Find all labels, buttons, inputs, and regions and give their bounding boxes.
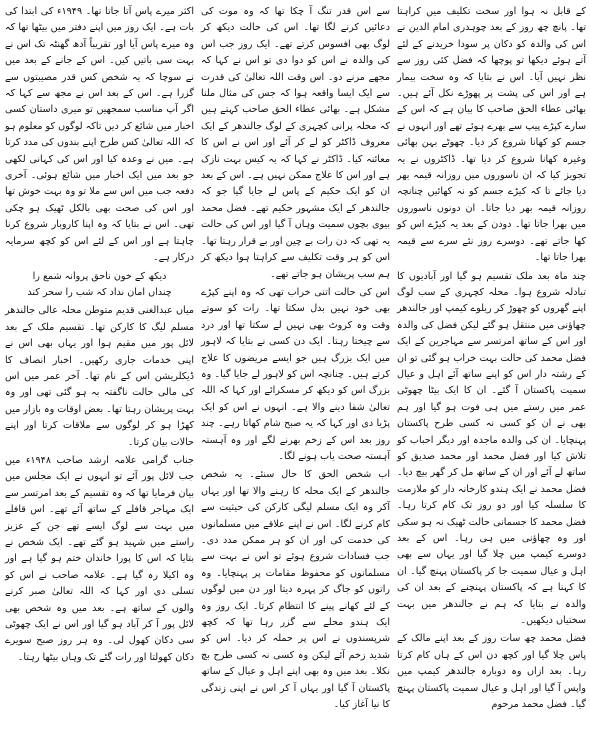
- paragraph: کے قابل نہ ہوا اور سخت تکلیف میں کراہتا تھا۔ پانچ چھ روز کے بعد چوہدری امام الدین نے اس کی والدہ کو دکان پر سودا خریدنے کے لئے آتے ہوئے دیکھا تو پوچھا کہ فضل کئی روز سے نظر نہیں آیا۔ اس نے بتایا کہ وہ سخت بیمار ہے اور اس کی پشت پر پھوڑے نکل آئے ہیں۔ بھائی عطاء الحق صاحب کا بیان ہے کہ اس کے سارے کپڑے پیپ سے بھرے ہوئے تھے اور انہوں نے جسم کو کھانا شروع کر دیا۔ چھوٹے بہن بھائی وغیرہ کھانا شروع کر دیا تھا۔ ڈاکٹروں نے یہ تجویز کیا کہ ان ناسوروں میں روزانہ قیمہ بھر دیا جائے تا کہ کیڑے جسم کو نہ کھائیں چنانچہ روزانہ قیمہ بھر دیا جاتا۔ ان دونوں ناسوروں میں بھرا جاتا تھا۔ دودن کے بعد یہ کیڑے اس کو کھا جاتے تھے۔ دوسرے روز نئے سرے سے قیمہ بھرا جاتا تھا۔: [393, 6, 586, 264]
- text-column-left: [1, 4, 194, 743]
- paragraph: سے اس قدر تنگ آ چکا تھا کہ وہ موت کی دعائیں کرنے لگا تھا۔ اس کی حالت دیکھ کر لوگ بھی افسوس کرتے تھے۔ ایک روز جب اس کی والدہ نے اس کو دوا دی تو اس نے کہا کہ مجھے مرنے دو۔ اس وقت اللہ تعالیٰ کی قدرت سے ایک ایسا واقعہ ہوا کہ جس کی مثال ملنا مشکل ہے۔ بھائی عطاء الحق صاحب کہتے ہیں کہ محلہ پرانی کچہری کے لوگ جالندھر کے ایک معروف ڈاکٹر کو لے کر آئے اور اس نے اس کا معائنہ کیا۔ ڈاکٹر نے کہا کہ یہ کیس بہت نازک ہے اور اس کا علاج ممکن نہیں ہے۔ اس کے بعد ان کو ایک حکیم کے پاس لے جایا گیا جو کہ جالندھر کے ایک مشہور حکیم تھے۔ فضل محمد بیوی بچوں سمیت وہاں آ گیا اور اس کی حالت یہ تھی کہ دن رات بے چین اور بے قرار رہتا تھا۔ اس کو ہر وقت تکلیف سے کراہتا ہوا دیکھ کر ہم سب پریشان ہو جاتے تھے۔: [197, 6, 390, 280]
- paragraph: فضل محمد چھ سات روز کے بعد اپنے مالک کے پاس چلا گیا اور کچھ دن اس کے ہاں کام کرتا رہا۔ بعد ازاں وہ دوبارہ جالندھر کیمپ میں واپس آ گیا اور اہل و عیال سمیت پاکستان پہنچ گیا۔ فضل محمد مرحوم: [393, 633, 586, 711]
- paragraph: اکثر میرے پاس آتا جاتا تھا۔ ۱۹۴۹ء کی ابتدا کی بات ہے۔ ایک روز میں اپنے دفتر میں بیٹھا تھا کہ وہ میرے پاس آیا اور تقریباً آدھ گھنٹہ تک اس نے بہت سی باتیں کیں۔ اس کے جانے کے بعد میں نے سوچا کہ یہ شخص کس قدر مصیبتوں سے گزرا ہے۔ اس کے بعد اس نے مجھ سے کہا کہ اگر آپ مناسب سمجھیں تو میری داستان کسی اخبار میں شائع کر دیں تاکہ لوگوں کو معلوم ہو کہ اللہ تعالیٰ کس طرح اپنے بندوں کی مدد کرتا ہے۔ میں نے وعدہ کیا اور اس کی کہانی لکھی جو بعد میں ایک اخبار میں شائع ہوئی۔ آخری دفعہ جب میں اس سے ملا تو وہ بہت خوش تھا اور اس کی صحت بھی بالکل ٹھیک ہو چکی تھی۔ اس نے بتایا کہ وہ اپنا کاروبار شروع کرنا چاہتا ہے اور اس کے لئے اس کو کچھ سرمایہ درکار ہے۔: [1, 6, 194, 264]
- verse-couplet: دیکھ کے خون ناحق پروانہ شمع را چنداں امان نداد کہ شب را سحر کند: [27, 270, 172, 298]
- paragraph: چند ماہ بعد ملک تقسیم ہو گیا اور آبادیوں کا تبادلہ شروع ہوا۔ محلہ کچہری کے سب لوگ اپنے گھروں کو چھوڑ کر ریلوے کیمپ اور جالندھر چھاؤنی میں منتقل ہو گئے لیکن فضل کی والدہ اور اس کے ساتھ امرتسر سے مہاجرین کے ایک فضل محمد کی حالت بہت خراب ہو گئی تو ان کے رشتہ دار اس کو اپنے ساتھ آئے اہل و عیال سمیت پاکستان آ گئے۔ ان کا ایک بیٹا چھوٹی عمر میں رستے میں ہی فوت ہو گیا اور ہم بھی نے ان کو کسی نہ کسی طرح پاکستان پہنچایا۔ ان کی والدہ ماجدہ اور دیگر احباب کو تلاش کیا اور فضل محمد اور محمد صدیق کو ساتھ لے آئے اور ان کے ساتھ مل کر گھر بیچ دیا۔ فضل محمد نے ایک ہندو کارخانہ دار کو ملازمت کا سلسلہ کیا اور دو روز تک کام کرتا رہا۔ فضل محمد کا جسمانی حالت ٹھیک نہ ہو سکی اور وہ چھاؤنی میں ہی رہا۔ اس کے بعد دوسرے کیمپ میں چلا گیا اور یہاں سے بھی اہل و عیال سمیت جا کر پاکستان پہنچ گیا۔ ان کا کہنا ہے کہ پاکستان پہنچنے کے بعد ان کی والدہ نے بتایا کہ ہم نے جالندھر میں بہت سختیاں دیکھیں۔: [393, 270, 586, 627]
- paragraph: اس کی حالت اتنی خراب تھی کہ وہ اپنے کپڑے بھی خود نہیں بدل سکتا تھا۔ رات کو سوتے وقت وہ کروٹ بھی نہیں لے سکتا تھا اور درد سے چیختا رہتا۔ ایک دن کسی نے بتایا کہ لاہور میں ایک بزرگ ہیں جو ایسے مریضوں کا علاج کرتے ہیں۔ چنانچہ اس کو لاہور لے جایا گیا۔ وہ بزرگ اس کو دیکھ کر مسکرائے اور کہا کہ اللہ تعالیٰ شفا دینے والا ہے۔ انہوں نے اس کو ایک پڑیا دی اور کہا کہ یہ صبح شام کھاتا رہے۔ چند روز بعد اس کے زخم بھرنے لگے اور وہ آہستہ آہستہ صحت یاب ہونے لگا۔: [197, 286, 390, 462]
- paragraph: میاں عبدالغنی قدیم متوطن محلہ عالی جالندھر مسلم لیگ کا کارکن تھا۔ تقسیم ملک کے بعد لائل پور میں مقیم ہوا اور یہاں بھی اس نے اپنی خدمات جاری رکھیں۔ اخبار انصاف کا ڈیکلریشن اس کے نام تھا۔ آخر عمر میں اس کی مالی حالت ناگفتہ بہ ہو گئی تھی اور وہ بہت پریشان رہتا تھا۔ بعض اوقات وہ بازار میں کھڑا ہو کر لوگوں سے ملاقات کرتا اور اپنے حالات بیان کرتا۔: [1, 305, 194, 448]
- paragraph: جناب گرامی علامہ ارشد صاحب ۱۹۴۸ء میں جب لائل پور آئے تو انہوں نے ایک مجلس میں بیان فرمایا تھا کہ وہ تقسیم کے بعد امرتسر سے ایک مہاجر قافلے کے ساتھ آئے تھے۔ اس قافلے میں بہت سے لوگ ایسے تھے جن کے عزیز راستے میں شہید ہو گئے تھے۔ ایک شخص نے بتایا کہ اس کا پورا خاندان ختم ہو گیا ہے اور وہ اکیلا رہ گیا ہے۔ علامہ صاحب نے اس کو تسلی دی اور کہا کہ اللہ تعالیٰ صبر کرنے والوں کے ساتھ ہے۔ بعد میں وہ شخص بھی لائل پور آ کر آباد ہو گیا اور اس نے ایک چھوٹی سی دکان کھول لی۔ وہ ہر روز صبح سویرے دکان کھولتا اور رات گئے تک وہاں بیٹھا رہتا۔: [1, 454, 194, 663]
- paragraph: اب شخص الحق کا حال سنئے۔ یہ شخص جالندھر کے ایک محلہ کا رہنے والا تھا اور یہاں آکر وہ ایک مسلم لیگی کارکن کی حیثیت سے کام کرنے لگا۔ اس نے اپنے علاقے میں مسلمانوں کی خدمت کی اور ان کو ہر ممکن مدد دی۔ جب فسادات شروع ہوئے تو اس نے بہت سے مسلمانوں کو محفوظ مقامات پر پہنچایا۔ وہ راتوں کو جاگ کر پہرہ دیتا اور دن میں لوگوں کے لئے کھانے پینے کا انتظام کرتا۔ ایک روز وہ ایک ہندو محلے سے گزر رہا تھا کہ کچھ شرپسندوں نے اس پر حملہ کر دیا۔ اس کو شدید زخم آئے لیکن وہ کسی نہ کسی طرح بچ نکلا۔ بعد میں وہ بھی اپنے اہل و عیال کے ساتھ پاکستان آ گیا اور یہاں آ کر اس نے اپنی زندگی کا نیا آغاز کیا۔: [197, 469, 390, 711]
- text-column-right: [393, 4, 586, 743]
- text-column-middle: [197, 4, 390, 743]
